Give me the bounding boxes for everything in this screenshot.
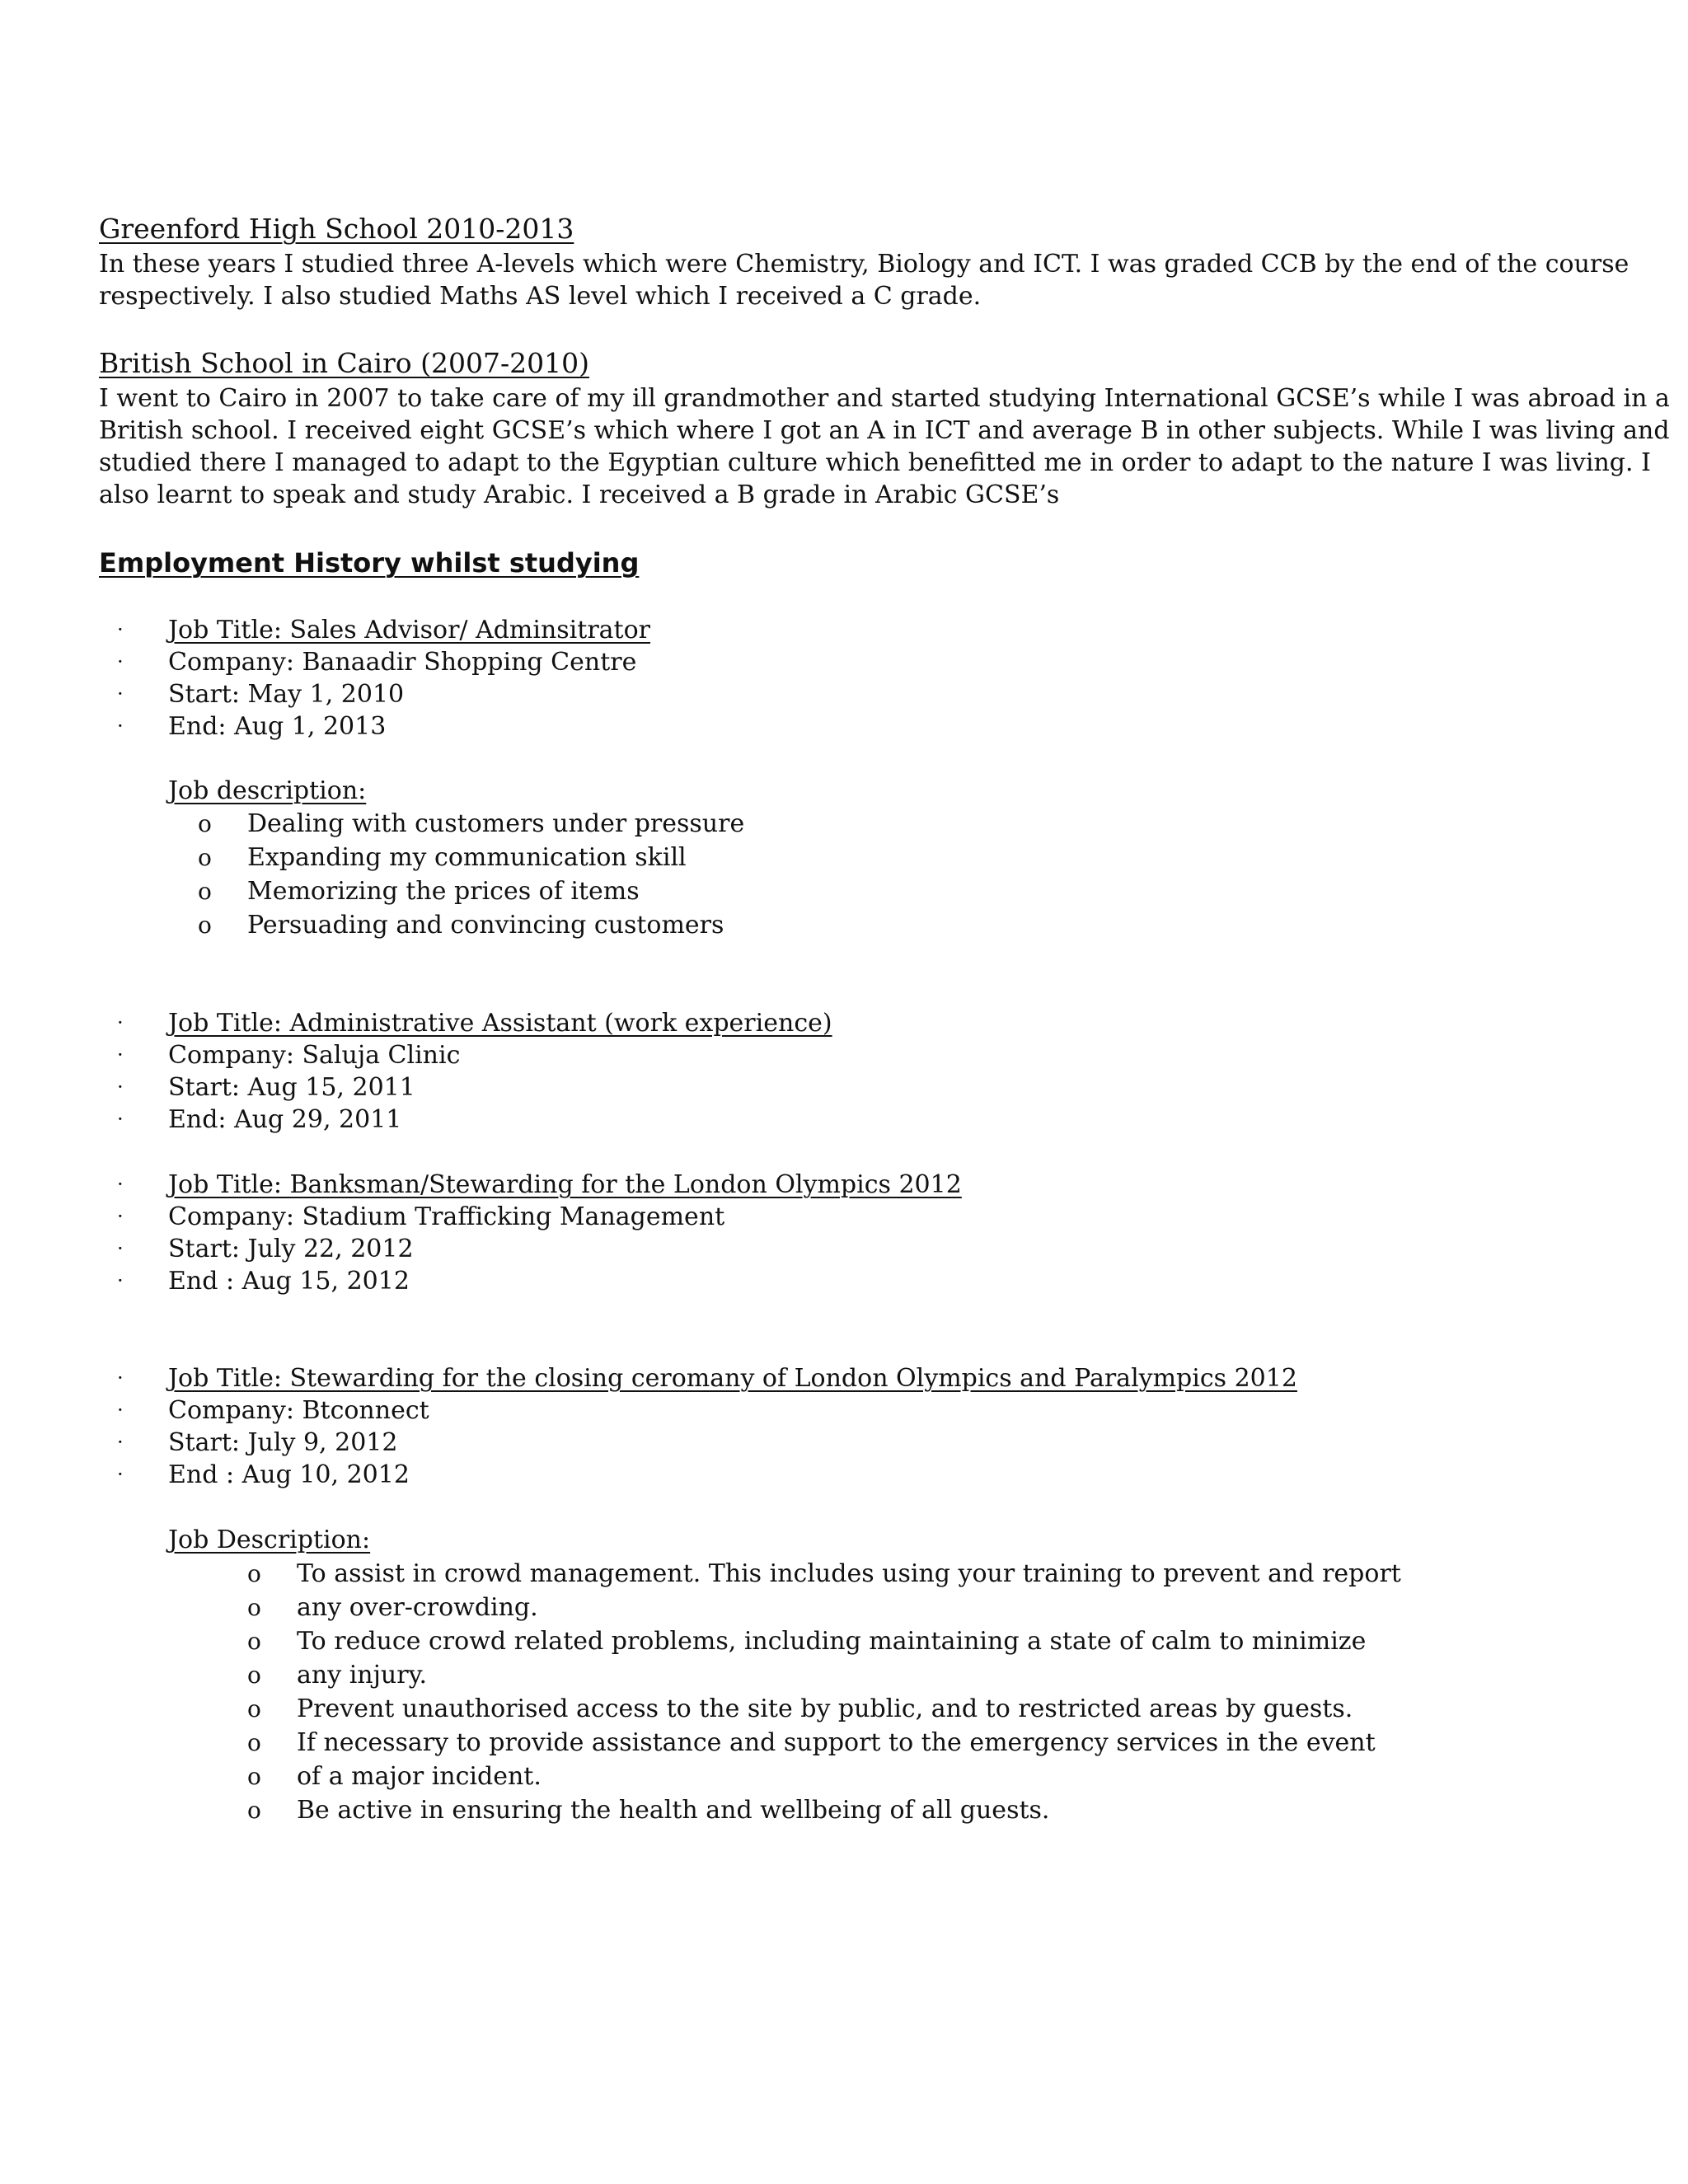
bullet-icon: ·	[117, 1205, 124, 1228]
bullet-icon: ·	[117, 1237, 124, 1260]
circle-bullet-icon: o	[247, 1695, 261, 1722]
job-1-title: Job Title: Sales Advisor/ Adminsitrator	[168, 616, 651, 644]
circle-bullet-icon: o	[198, 844, 212, 871]
circle-bullet-icon: o	[198, 810, 212, 837]
job-4-description-item: of a major incident.	[297, 1762, 542, 1791]
circle-bullet-icon: o	[247, 1763, 261, 1790]
job-1-start: Start: May 1, 2010	[168, 680, 405, 709]
circle-bullet-icon: o	[198, 878, 212, 905]
job-3-end: End : Aug 15, 2012	[168, 1267, 410, 1296]
job-4-description-item: any over-crowding.	[297, 1593, 538, 1622]
job-2-start: Start: Aug 15, 2011	[168, 1073, 415, 1102]
job-4-description-item: If necessary to provide assistance and support to the emergency services in the event	[297, 1728, 1376, 1757]
job-4-description-item: Prevent unauthorised access to the site by public, and to restricted areas by guests.	[297, 1694, 1353, 1723]
bullet-icon: ·	[117, 1043, 124, 1066]
bullet-icon: ·	[117, 1431, 124, 1454]
employment-heading: Employment History whilst studying	[99, 547, 640, 579]
greenford-text-line-2: respectively. I also studied Maths AS level which I received a C grade.	[99, 282, 982, 311]
circle-bullet-icon: o	[247, 1594, 261, 1621]
job-2-end: End: Aug 29, 2011	[168, 1105, 402, 1134]
cairo-text-line-1: I went to Cairo in 2007 to take care of my ill grandmother and started studying International GCSE’s while I was abroad in a	[99, 384, 1670, 413]
job-2-title: Job Title: Administrative Assistant (work experience)	[168, 1009, 832, 1038]
job-1-description-item: Expanding my communication skill	[247, 843, 687, 872]
circle-bullet-icon: o	[247, 1661, 261, 1689]
job-4-description-item: any injury.	[297, 1661, 428, 1690]
bullet-icon: ·	[117, 650, 124, 673]
bullet-icon: ·	[117, 1366, 124, 1390]
job-3-title: Job Title: Banksman/Stewarding for the London Olympics 2012	[168, 1170, 962, 1199]
bullet-icon: ·	[117, 715, 124, 738]
bullet-icon: ·	[117, 1011, 124, 1034]
greenford-text-line-1: In these years I studied three A-levels which were Chemistry, Biology and ICT. I was graded CCB by the end of the course	[99, 250, 1629, 279]
greenford-heading: Greenford High School 2010-2013	[99, 213, 574, 245]
job-1-description-item: Persuading and convincing customers	[247, 911, 724, 940]
bullet-icon: ·	[117, 1463, 124, 1486]
cairo-heading: British School in Cairo (2007-2010)	[99, 347, 589, 379]
job-1-company: Company: Banaadir Shopping Centre	[168, 648, 637, 677]
job-3-company: Company: Stadium Trafficking Management	[168, 1202, 725, 1231]
bullet-icon: ·	[117, 1076, 124, 1099]
job-4-start: Start: July 9, 2012	[168, 1428, 398, 1457]
job-1-end: End: Aug 1, 2013	[168, 712, 387, 741]
job-4-title: Job Title: Stewarding for the closing ceromany of London Olympics and Paralympics 2012	[168, 1364, 1297, 1393]
job-4-description-heading: Job Description:	[168, 1526, 371, 1554]
circle-bullet-icon: o	[247, 1628, 261, 1655]
bullet-icon: ·	[117, 1399, 124, 1422]
job-3-start: Start: July 22, 2012	[168, 1235, 414, 1263]
circle-bullet-icon: o	[247, 1560, 261, 1587]
job-1-description-item: Dealing with customers under pressure	[247, 809, 745, 838]
job-4-company: Company: Btconnect	[168, 1396, 429, 1425]
circle-bullet-icon: o	[198, 912, 212, 939]
cairo-text-line-2: British school. I received eight GCSE’s which where I got an A in ICT and average B in other subjects. While I was living and	[99, 416, 1670, 445]
bullet-icon: ·	[117, 1108, 124, 1131]
job-2-company: Company: Saluja Clinic	[168, 1041, 461, 1070]
job-4-description-item: To assist in crowd management. This includes using your training to prevent and report	[297, 1559, 1401, 1588]
bullet-icon: ·	[117, 1173, 124, 1196]
cairo-text-line-4: also learnt to speak and study Arabic. I received a B grade in Arabic GCSE’s	[99, 480, 1060, 509]
job-4-description-item: Be active in ensuring the health and wellbeing of all guests.	[297, 1796, 1050, 1825]
circle-bullet-icon: o	[247, 1729, 261, 1756]
job-1-description-item: Memorizing the prices of items	[247, 877, 640, 906]
job-1-description-heading: Job description:	[168, 776, 367, 805]
job-4-end: End : Aug 10, 2012	[168, 1460, 410, 1489]
bullet-icon: ·	[117, 1269, 124, 1292]
bullet-icon: ·	[117, 682, 124, 705]
bullet-icon: ·	[117, 618, 124, 641]
circle-bullet-icon: o	[247, 1797, 261, 1824]
job-4-description-item: To reduce crowd related problems, including maintaining a state of calm to minimize	[297, 1627, 1367, 1656]
cairo-text-line-3: studied there I managed to adapt to the Egyptian culture which benefitted me in order to adapt to the nature I was living. I	[99, 448, 1651, 477]
